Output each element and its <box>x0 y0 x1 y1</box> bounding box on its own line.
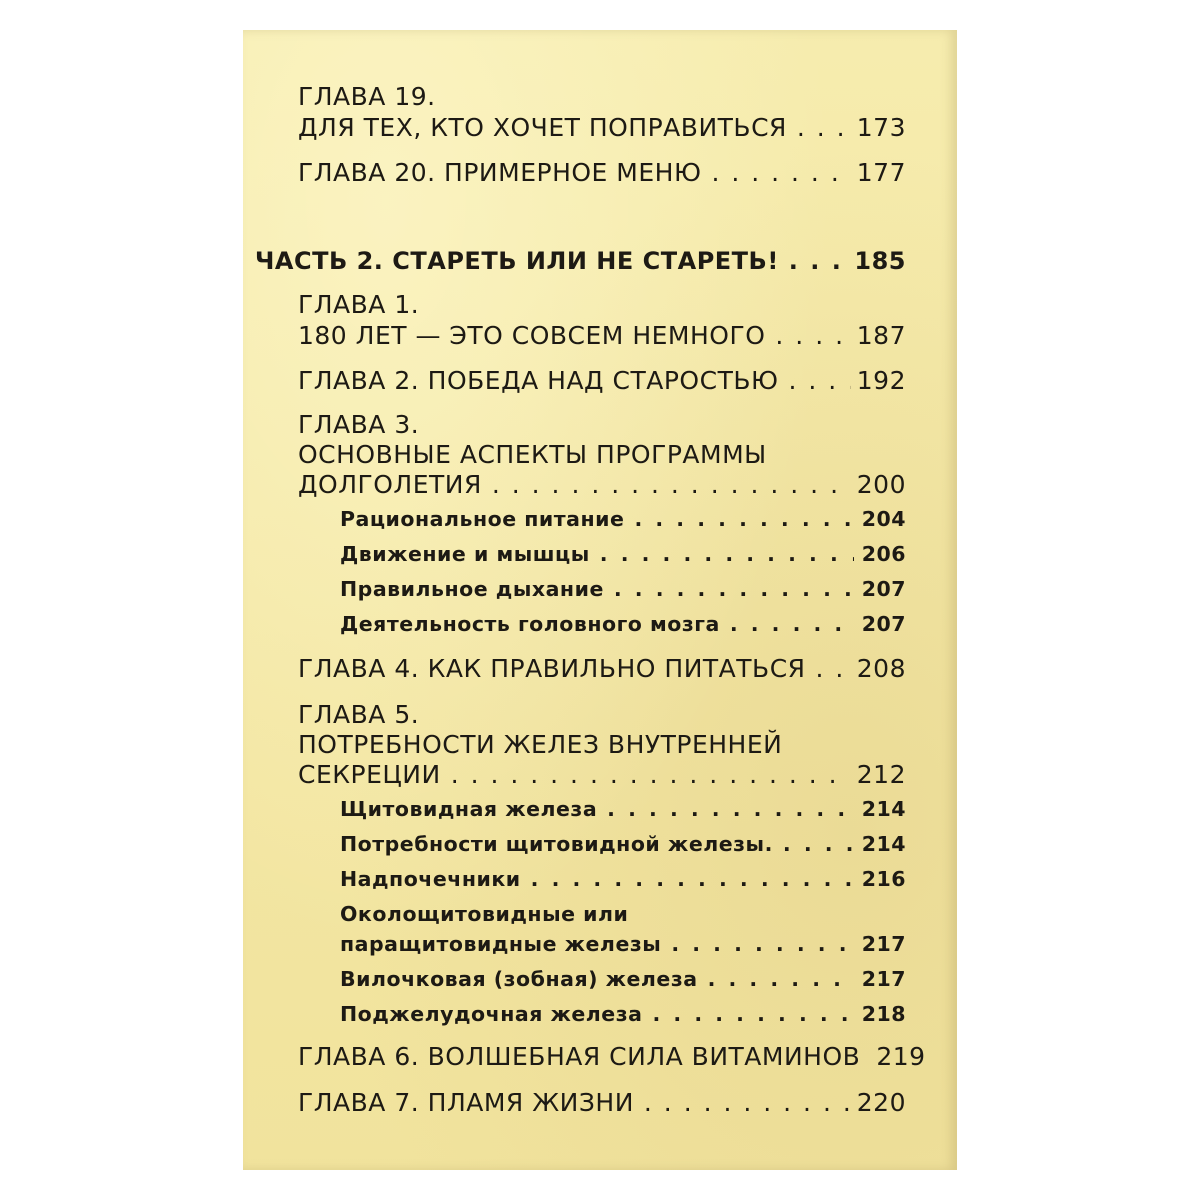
toc-entry-chapter-20 <box>298 158 906 187</box>
entry-title: Деятельность головного мозга <box>340 612 720 636</box>
book-page <box>243 30 957 1170</box>
chapter-3-heading: ГЛАВА 3. <box>298 410 420 439</box>
dot-leader <box>789 247 849 275</box>
toc-section <box>340 1002 906 1026</box>
entry-title: Вилочковая (зобная) железа <box>340 967 698 991</box>
entry-title: ГЛАВА 20. ПРИМЕРНОЕ МЕНЮ <box>298 158 702 187</box>
dot-leader <box>816 654 851 683</box>
section-first-line: Околощитовидные или <box>340 902 629 926</box>
chapter-5-heading: ГЛАВА 5. <box>298 700 420 729</box>
toc-entry-chapter-4 <box>298 654 906 683</box>
toc-entry-chapter-19 <box>298 113 906 142</box>
entry-title: Поджелудочная железа <box>340 1002 643 1026</box>
entry-title: ДОЛГОЛЕТИЯ <box>298 470 482 499</box>
toc-section <box>340 542 906 566</box>
entry-title: ГЛАВА 7. ПЛАМЯ ЖИЗНИ <box>298 1088 634 1117</box>
page-number: 217 <box>861 967 906 991</box>
toc-section <box>340 507 906 531</box>
dot-leader <box>671 932 854 956</box>
dot-leader <box>788 366 850 395</box>
toc-entry-chapter-1 <box>298 321 906 350</box>
toc-section <box>340 967 906 991</box>
chapter-5-title-line: ПОТРЕБНОСТИ ЖЕЛЕЗ ВНУТРЕННЕЙ <box>298 730 783 759</box>
dot-leader <box>600 542 854 566</box>
dot-leader <box>607 797 854 821</box>
dot-leader <box>797 113 851 142</box>
page-number: 200 <box>856 470 906 499</box>
toc-entry-chapter-5 <box>298 760 906 789</box>
dot-leader <box>711 158 850 187</box>
toc-entry-chapter-3 <box>298 470 906 499</box>
chapter-19-heading: ГЛАВА 19. <box>298 82 436 111</box>
chapter-3-title-line: ОСНОВНЫЕ АСПЕКТЫ ПРОГРАММЫ <box>298 440 767 469</box>
page-number: 173 <box>856 113 906 142</box>
toc-section <box>340 867 906 891</box>
dot-leader <box>783 832 854 856</box>
entry-title: Рациональное питание <box>340 507 625 531</box>
entry-title: ГЛАВА 6. ВОЛШЕБНАЯ СИЛА ВИТАМИНОВ <box>298 1042 861 1071</box>
page-number: 177 <box>856 158 906 187</box>
page-number: 217 <box>861 932 906 956</box>
page-number: 214 <box>861 797 906 821</box>
page-number: 206 <box>861 542 906 566</box>
page-number: 214 <box>861 832 906 856</box>
dot-leader <box>708 967 854 991</box>
page-number: 208 <box>856 654 906 683</box>
page-number: 185 <box>854 247 906 275</box>
toc-section <box>340 832 906 856</box>
dot-leader <box>634 507 854 531</box>
entry-title: ГЛАВА 4. КАК ПРАВИЛЬНО ПИТАТЬСЯ <box>298 654 806 683</box>
table-of-contents <box>243 30 957 1170</box>
page-number: 192 <box>856 366 906 395</box>
toc-entry-part-2 <box>255 247 906 275</box>
dot-leader <box>730 612 854 636</box>
dot-leader <box>652 1002 854 1026</box>
page-number: 207 <box>861 612 906 636</box>
toc-section <box>340 577 906 601</box>
entry-title: СЕКРЕЦИИ <box>298 760 441 789</box>
page-number: 220 <box>856 1088 906 1117</box>
entry-title: Надпочечники <box>340 867 521 891</box>
dot-leader <box>614 577 854 601</box>
dot-leader <box>531 867 854 891</box>
entry-title: Потребности щитовидной железы. <box>340 832 773 856</box>
page-number: 207 <box>861 577 906 601</box>
entry-title: Правильное дыхание <box>340 577 604 601</box>
toc-entry-chapter-6 <box>298 1042 926 1071</box>
page-number: 212 <box>856 760 906 789</box>
toc-entry-chapter-7 <box>298 1088 906 1117</box>
entry-title: Движение и мышцы <box>340 542 590 566</box>
dot-leader <box>492 470 851 499</box>
toc-section <box>340 797 906 821</box>
entry-title: ЧАСТЬ 2. СТАРЕТЬ ИЛИ НЕ СТАРЕТЬ! <box>255 247 779 275</box>
dot-leader <box>451 760 851 789</box>
entry-title: ГЛАВА 2. ПОБЕДА НАД СТАРОСТЬЮ <box>298 366 779 395</box>
toc-entry-chapter-2 <box>298 366 906 395</box>
page-number: 187 <box>856 321 906 350</box>
entry-title: Щитовидная железа <box>340 797 598 821</box>
page-number: 218 <box>861 1002 906 1026</box>
entry-title: паращитовидные железы <box>340 932 662 956</box>
entry-title: 180 ЛЕТ — ЭТО СОВСЕМ НЕМНОГО <box>298 321 766 350</box>
page-number: 216 <box>861 867 906 891</box>
chapter-1-heading: ГЛАВА 1. <box>298 290 420 319</box>
page-number: 204 <box>861 507 906 531</box>
page-number: 219 <box>876 1042 926 1071</box>
toc-section <box>340 932 906 956</box>
dot-leader <box>775 321 850 350</box>
toc-section <box>340 612 906 636</box>
entry-title: ДЛЯ ТЕХ, КТО ХОЧЕТ ПОПРАВИТЬСЯ <box>298 113 787 142</box>
dot-leader <box>644 1088 851 1117</box>
